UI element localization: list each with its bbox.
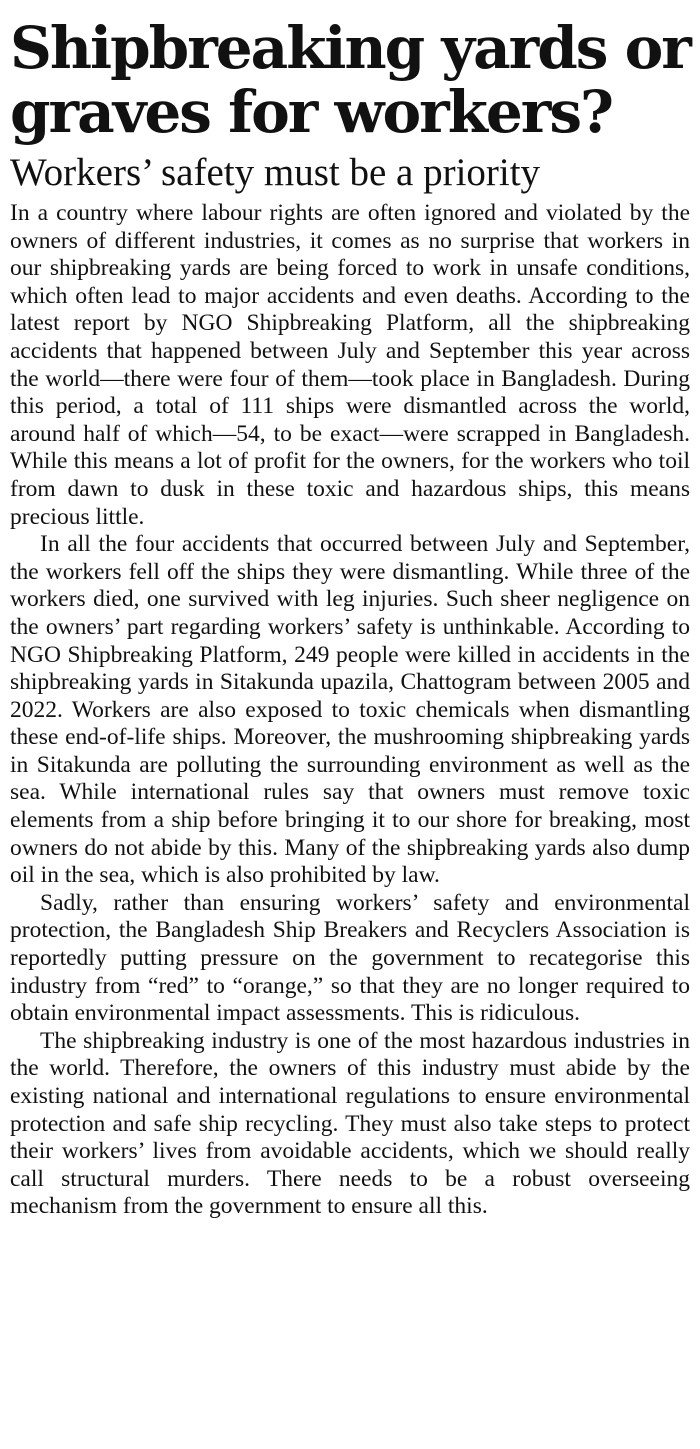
- paragraph: The shipbreaking industry is one of the most hazardous industries in the world. Therefore, the owners of this industry must abide by the existing national and international regulations to ensure environmental protection and safe ship recycling. They must also take steps to protect their workers’ lives from avoidable accidents, which we should really call structural murders. There needs to be a robust overseeing mechanism from the government to ensure all this.: [10, 1027, 690, 1220]
- paragraph: Sadly, rather than ensuring workers’ safety and environmental protection, the Bangladesh Ship Breakers and Recyclers Association is reportedly putting pressure on the government to recategorise this industry from “red” to “orange,” so that they are no longer required to obtain environmental impact assessments. This is ridiculous.: [10, 889, 690, 1027]
- subheadline: Workers’ safety must be a priority: [10, 151, 541, 194]
- paragraph: In all the four accidents that occurred between July and September, the workers fell off the ships they were dismantling. While three of the workers died, one survived with leg injuries. Such sheer negligence on the owners’ part regarding workers’ safety is unthinkable. According to NGO Shipbreaking Platform, 249 people were killed in accidents in the shipbreaking yards in Sitakunda upazila, Chattogram between 2005 and 2022. Workers are also exposed to toxic chemicals when dismantling these end-of-life ships. Moreover, the mushrooming shipbreaking yards in Sitakunda are polluting the surrounding environment as well as the sea. While international rules say that owners must remove toxic elements from a ship before bringing it to our shore for breaking, most owners do not abide by this. Many of the shipbreaking yards also dump oil in the sea, which is also prohibited by law.: [10, 531, 690, 889]
- editorial-article: [10, 0, 690, 1221]
- paragraph: In a country where labour rights are often ignored and violated by the owners of different industries, it comes as no surprise that workers in our shipbreaking yards are being forced to work in unsafe conditions, which often lead to major accidents and even deaths. According to the latest report by NGO Shipbreaking Platform, all the shipbreaking accidents that happened between July and September this year across the world—there were four of them—took place in Bangladesh. During this period, a total of 111 ships were dismantled across the world, around half of which—54, to be exact—were scrapped in Bangladesh. While this means a lot of profit for the owners, for the workers who toil from dawn to dusk in these toxic and hazardous ships, this means precious little.: [10, 200, 690, 530]
- headline: Shipbreaking yards or graves for workers?: [10, 14, 690, 146]
- article-body: [10, 200, 690, 1221]
